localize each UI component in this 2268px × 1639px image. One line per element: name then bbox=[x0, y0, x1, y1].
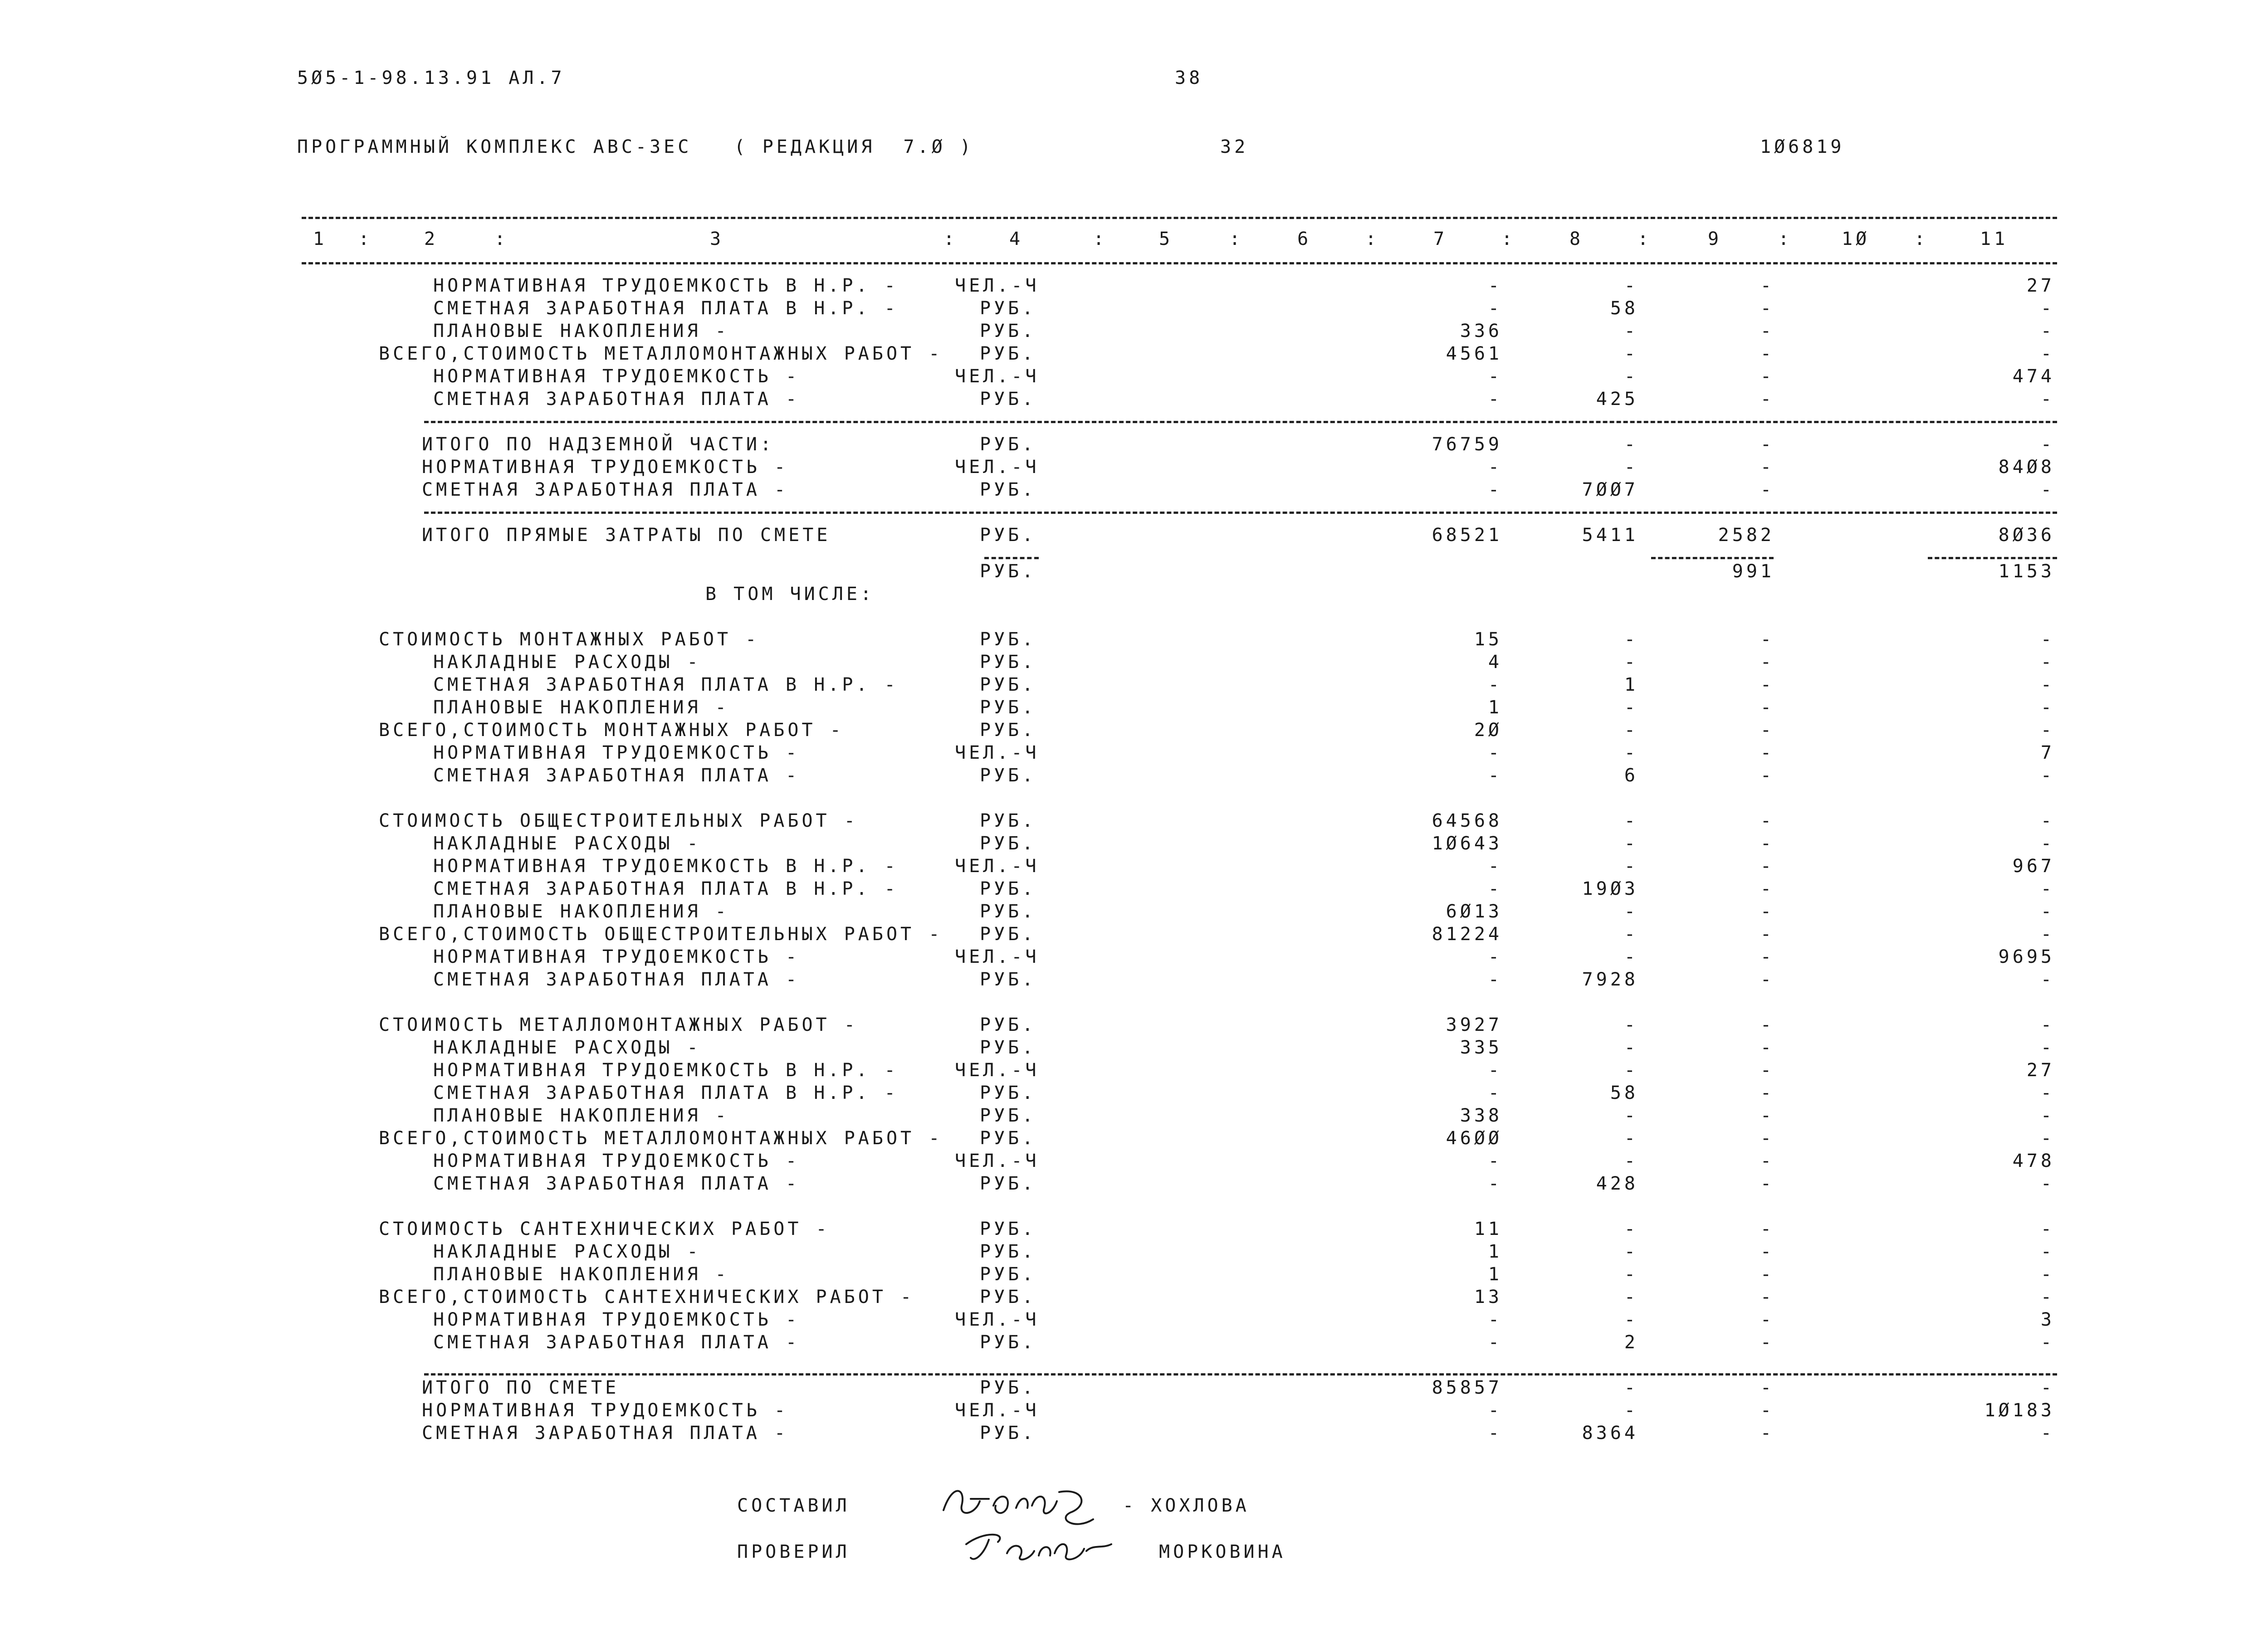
cell-col-11: - bbox=[2040, 969, 2055, 990]
cell-col-11: - bbox=[2040, 1287, 2055, 1307]
cell-col-9: - bbox=[1760, 1377, 1774, 1398]
row-label: НАКЛАДНЫЕ РАСХОДЫ - bbox=[433, 652, 701, 673]
row-unit: РУБ. bbox=[980, 924, 1036, 945]
cell-col-8: - bbox=[1624, 629, 1638, 650]
row-unit: ЧЕЛ.-Ч bbox=[955, 366, 1040, 387]
checked-label: ПРОВЕРИЛ bbox=[737, 1541, 850, 1562]
row-unit: ЧЕЛ.-Ч bbox=[955, 742, 1040, 763]
document-code: 5Ø5-1-98.13.91 АЛ.7 bbox=[297, 68, 565, 88]
row-label: СТОИМОСТЬ САНТЕХНИЧЕСКИХ РАБОТ - bbox=[379, 1219, 830, 1239]
cell-col-8: - bbox=[1624, 1377, 1638, 1398]
col-10: 1Ø bbox=[1842, 229, 1870, 249]
cell-col-11: - bbox=[2040, 1037, 2055, 1058]
cell-col-7: - bbox=[1488, 946, 1502, 967]
section-rule bbox=[424, 1373, 2057, 1376]
row-label: СМЕТНАЯ ЗАРАБОТНАЯ ПЛАТА - bbox=[433, 389, 800, 410]
cell-col-8: - bbox=[1624, 1219, 1638, 1239]
row-unit: РУБ. bbox=[980, 1332, 1036, 1353]
row-label: СМЕТНАЯ ЗАРАБОТНАЯ ПЛАТА - bbox=[433, 1332, 800, 1353]
row-unit: ЧЕЛ.-Ч bbox=[955, 1309, 1040, 1330]
row-label: ВСЕГО,СТОИМОСТЬ МЕТАЛЛОМОНТАЖНЫХ РАБОТ - bbox=[379, 343, 943, 364]
cell-col-11: - bbox=[2040, 674, 2055, 695]
cell-col-8: - bbox=[1624, 1309, 1638, 1330]
cell-col-7: 1 bbox=[1488, 697, 1502, 718]
row-label: ПЛАНОВЫЕ НАКОПЛЕНИЯ - bbox=[433, 321, 729, 341]
row-unit: ЧЕЛ.-Ч bbox=[955, 1400, 1040, 1421]
cell-col-11: 8Ø36 bbox=[1998, 525, 2055, 546]
cell-col-8: - bbox=[1624, 1400, 1638, 1421]
col-6: 6 bbox=[1297, 229, 1312, 249]
cell-col-11: - bbox=[2040, 720, 2055, 741]
row-unit: ЧЕЛ.-Ч bbox=[955, 457, 1040, 478]
row-unit: РУБ. bbox=[980, 969, 1036, 990]
cell-col-7: - bbox=[1488, 1083, 1502, 1103]
row-unit: РУБ. bbox=[980, 561, 1036, 582]
row-unit: РУБ. bbox=[980, 1219, 1036, 1239]
cell-col-9: - bbox=[1760, 1128, 1774, 1149]
cell-col-9: - bbox=[1760, 1332, 1774, 1353]
row-unit: РУБ. bbox=[980, 1264, 1036, 1285]
cell-col-7: - bbox=[1488, 674, 1502, 695]
cell-col-7: - bbox=[1488, 856, 1502, 877]
cell-col-9: - bbox=[1760, 457, 1774, 478]
cell-col-7: - bbox=[1488, 1423, 1502, 1444]
cell-col-9: - bbox=[1760, 1173, 1774, 1194]
cell-col-8: 428 bbox=[1596, 1173, 1638, 1194]
cell-col-7: - bbox=[1488, 1173, 1502, 1194]
cell-col-9: - bbox=[1760, 1264, 1774, 1285]
section-rule bbox=[424, 512, 2057, 514]
cell-col-11: - bbox=[2040, 1332, 2055, 1353]
cell-col-9: - bbox=[1760, 901, 1774, 922]
cell-col-8: - bbox=[1624, 901, 1638, 922]
cell-col-11: - bbox=[2040, 1015, 2055, 1035]
row-unit: ЧЕЛ.-Ч bbox=[955, 1151, 1040, 1171]
cell-col-11: - bbox=[2040, 765, 2055, 786]
cell-col-11: 1153 bbox=[1998, 561, 2055, 582]
cell-col-9: - bbox=[1760, 1423, 1774, 1444]
cell-col-7: - bbox=[1488, 275, 1502, 296]
row-unit: РУБ. bbox=[980, 720, 1036, 741]
row-unit: РУБ. bbox=[980, 343, 1036, 364]
cell-col-9: - bbox=[1760, 434, 1774, 455]
section-rule bbox=[424, 421, 2057, 423]
cell-col-8: 8364 bbox=[1582, 1423, 1638, 1444]
row-label: ПЛАНОВЫЕ НАКОПЛЕНИЯ - bbox=[433, 1105, 729, 1126]
cell-col-11: - bbox=[2040, 434, 2055, 455]
row-label: ПЛАНОВЫЕ НАКОПЛЕНИЯ - bbox=[433, 901, 729, 922]
cell-col-11: - bbox=[2040, 697, 2055, 718]
cell-col-9: - bbox=[1760, 1287, 1774, 1307]
row-label: ПЛАНОВЫЕ НАКОПЛЕНИЯ - bbox=[433, 697, 729, 718]
row-label: ВСЕГО,СТОИМОСТЬ САНТЕХНИЧЕСКИХ РАБОТ - bbox=[379, 1287, 915, 1307]
row-label: ИТОГО ПО СМЕТЕ bbox=[422, 1377, 620, 1398]
cell-col-8: 2 bbox=[1624, 1332, 1638, 1353]
row-label: НОРМАТИВНАЯ ТРУДОЕМКОСТЬ - bbox=[422, 457, 789, 478]
col-sep: : bbox=[1501, 229, 1516, 249]
cell-col-9: - bbox=[1760, 697, 1774, 718]
cell-col-8: 58 bbox=[1610, 298, 1638, 319]
cell-col-9: - bbox=[1760, 969, 1774, 990]
row-unit: РУБ. bbox=[980, 1173, 1036, 1194]
cell-col-8: - bbox=[1624, 810, 1638, 831]
cell-col-9: - bbox=[1760, 1015, 1774, 1035]
cell-col-8: - bbox=[1624, 1060, 1638, 1081]
cell-col-7: 64568 bbox=[1432, 810, 1502, 831]
cell-col-8: 7928 bbox=[1582, 969, 1638, 990]
cell-col-7: 68521 bbox=[1432, 525, 1502, 546]
row-label: СМЕТНАЯ ЗАРАБОТНАЯ ПЛАТА В Н.Р. - bbox=[433, 1083, 899, 1103]
cell-col-8: 5411 bbox=[1582, 525, 1638, 546]
cell-col-11: - bbox=[2040, 343, 2055, 364]
row-label: СМЕТНАЯ ЗАРАБОТНАЯ ПЛАТА В Н.Р. - bbox=[433, 878, 899, 899]
row-unit: РУБ. bbox=[980, 321, 1036, 341]
row-label: НАКЛАДНЫЕ РАСХОДЫ - bbox=[433, 1037, 701, 1058]
cell-col-7: 76759 bbox=[1432, 434, 1502, 455]
checked-signature bbox=[957, 1517, 1120, 1576]
cell-col-9: - bbox=[1760, 833, 1774, 854]
cell-col-8: - bbox=[1624, 457, 1638, 478]
col-11: 11 bbox=[1980, 229, 2009, 249]
cell-col-8: 19Ø3 bbox=[1582, 878, 1638, 899]
cell-col-11: 3 bbox=[2040, 1309, 2055, 1330]
cell-col-7: - bbox=[1488, 765, 1502, 786]
row-label: НОРМАТИВНАЯ ТРУДОЕМКОСТЬ - bbox=[433, 1309, 800, 1330]
row-unit: РУБ. bbox=[980, 479, 1036, 500]
row-label: НОРМАТИВНАЯ ТРУДОЕМКОСТЬ В Н.Р. - bbox=[433, 275, 899, 296]
row-unit: РУБ. bbox=[980, 1128, 1036, 1149]
cell-col-8: - bbox=[1624, 1241, 1638, 1262]
cell-col-8: - bbox=[1624, 1128, 1638, 1149]
cell-col-7: - bbox=[1488, 389, 1502, 410]
row-unit: ЧЕЛ.-Ч bbox=[955, 946, 1040, 967]
col-sep: : bbox=[1778, 229, 1793, 249]
row-label: НОРМАТИВНАЯ ТРУДОЕМКОСТЬ - bbox=[433, 742, 800, 763]
cell-col-9: - bbox=[1760, 720, 1774, 741]
cell-col-8: - bbox=[1624, 856, 1638, 877]
row-unit: ЧЕЛ.-Ч bbox=[955, 856, 1040, 877]
col-sep: : bbox=[358, 229, 373, 249]
row-unit: РУБ. bbox=[980, 1423, 1036, 1444]
top-rule bbox=[302, 217, 2057, 219]
cell-col-7: - bbox=[1488, 479, 1502, 500]
row-unit: РУБ. bbox=[980, 1105, 1036, 1126]
cell-col-11: - bbox=[2040, 810, 2055, 831]
cell-col-9: - bbox=[1760, 856, 1774, 877]
cell-col-9: 991 bbox=[1732, 561, 1774, 582]
cell-col-11: - bbox=[2040, 878, 2055, 899]
col-sep: : bbox=[1637, 229, 1652, 249]
row-label: СМЕТНАЯ ЗАРАБОТНАЯ ПЛАТА В Н.Р. - bbox=[433, 298, 899, 319]
row-label: ВСЕГО,СТОИМОСТЬ МЕТАЛЛОМОНТАЖНЫХ РАБОТ - bbox=[379, 1128, 943, 1149]
row-unit: РУБ. bbox=[980, 652, 1036, 673]
sheet-number: 38 bbox=[1175, 68, 1203, 88]
subtotal-rule-col11 bbox=[1928, 557, 2057, 559]
cell-col-11: - bbox=[2040, 1219, 2055, 1239]
cell-col-8: - bbox=[1624, 343, 1638, 364]
cell-col-11: - bbox=[2040, 1264, 2055, 1285]
cell-col-8: - bbox=[1624, 321, 1638, 341]
cell-col-9: - bbox=[1760, 366, 1774, 387]
row-label: СМЕТНАЯ ЗАРАБОТНАЯ ПЛАТА В Н.Р. - bbox=[433, 674, 899, 695]
cell-col-7: - bbox=[1488, 742, 1502, 763]
row-unit: РУБ. bbox=[980, 525, 1036, 546]
cell-col-9: - bbox=[1760, 389, 1774, 410]
cell-col-11: - bbox=[2040, 298, 2055, 319]
cell-col-7: 46ØØ bbox=[1446, 1128, 1502, 1149]
row-label: НОРМАТИВНАЯ ТРУДОЕМКОСТЬ - bbox=[422, 1400, 789, 1421]
cell-col-7: - bbox=[1488, 969, 1502, 990]
cell-col-7: - bbox=[1488, 298, 1502, 319]
col-7: 7 bbox=[1433, 229, 1448, 249]
cell-col-8: - bbox=[1624, 652, 1638, 673]
row-label: СМЕТНАЯ ЗАРАБОТНАЯ ПЛАТА - bbox=[422, 479, 789, 500]
report-code: 1Ø6819 bbox=[1760, 137, 1845, 157]
cell-col-9: - bbox=[1760, 275, 1774, 296]
col-sep: : bbox=[1229, 229, 1244, 249]
cell-col-8: - bbox=[1624, 1037, 1638, 1058]
row-label: ВСЕГО,СТОИМОСТЬ МОНТАЖНЫХ РАБОТ - bbox=[379, 720, 844, 741]
cell-col-11: - bbox=[2040, 833, 2055, 854]
cell-col-8: 6 bbox=[1624, 765, 1638, 786]
cell-col-11: 27 bbox=[2026, 1060, 2055, 1081]
cell-col-7: 4 bbox=[1488, 652, 1502, 673]
row-label: НАКЛАДНЫЕ РАСХОДЫ - bbox=[433, 1241, 701, 1262]
col-sep: : bbox=[1093, 229, 1108, 249]
row-label: ПЛАНОВЫЕ НАКОПЛЕНИЯ - bbox=[433, 1264, 729, 1285]
row-unit: РУБ. bbox=[980, 1287, 1036, 1307]
cell-col-9: - bbox=[1760, 1060, 1774, 1081]
row-label: СМЕТНАЯ ЗАРАБОТНАЯ ПЛАТА - bbox=[422, 1423, 789, 1444]
cell-col-9: - bbox=[1760, 765, 1774, 786]
cell-col-9: - bbox=[1760, 343, 1774, 364]
cell-col-11: 27 bbox=[2026, 275, 2055, 296]
cell-col-8: - bbox=[1624, 275, 1638, 296]
row-unit: РУБ. bbox=[980, 1083, 1036, 1103]
cell-col-7: 1Ø643 bbox=[1432, 833, 1502, 854]
col-sep: : bbox=[494, 229, 509, 249]
cell-col-9: - bbox=[1760, 1241, 1774, 1262]
cell-col-11: - bbox=[2040, 1083, 2055, 1103]
col-sep: : bbox=[1914, 229, 1929, 249]
cell-col-8: - bbox=[1624, 946, 1638, 967]
page-number: 32 bbox=[1220, 137, 1249, 157]
cell-col-9: - bbox=[1760, 1219, 1774, 1239]
cell-col-9: - bbox=[1760, 924, 1774, 945]
row-unit: РУБ. bbox=[980, 765, 1036, 786]
row-unit: РУБ. bbox=[980, 1015, 1036, 1035]
cell-col-8: - bbox=[1624, 720, 1638, 741]
cell-col-9: - bbox=[1760, 1400, 1774, 1421]
row-label: В ТОМ ЧИСЛЕ: bbox=[705, 584, 875, 605]
cell-col-8: - bbox=[1624, 1264, 1638, 1285]
cell-col-8: 58 bbox=[1610, 1083, 1638, 1103]
cell-col-11: 7 bbox=[2040, 742, 2055, 763]
col-3: 3 bbox=[710, 229, 724, 249]
cell-col-9: - bbox=[1760, 1309, 1774, 1330]
compiled-label: СОСТАВИЛ bbox=[737, 1495, 850, 1516]
cell-col-7: - bbox=[1488, 878, 1502, 899]
row-label: СТОИМОСТЬ МОНТАЖНЫХ РАБОТ - bbox=[379, 629, 760, 650]
cell-col-8: - bbox=[1624, 833, 1638, 854]
cell-col-11: 84Ø8 bbox=[1998, 457, 2055, 478]
col-5: 5 bbox=[1159, 229, 1173, 249]
cell-col-8: - bbox=[1624, 434, 1638, 455]
subtotal-rule-col9 bbox=[1651, 557, 1774, 559]
row-label: ИТОГО ПО НАДЗЕМНОЙ ЧАСТИ: bbox=[422, 434, 775, 455]
cell-col-7: 11 bbox=[1474, 1219, 1502, 1239]
cell-col-7: 335 bbox=[1460, 1037, 1502, 1058]
col-4: 4 bbox=[1009, 229, 1024, 249]
cell-col-9: - bbox=[1760, 652, 1774, 673]
cell-col-11: - bbox=[2040, 389, 2055, 410]
cell-col-11: 474 bbox=[2012, 366, 2055, 387]
cell-col-7: 338 bbox=[1460, 1105, 1502, 1126]
cell-col-7: 2Ø bbox=[1474, 720, 1502, 741]
row-unit: РУБ. bbox=[980, 1241, 1036, 1262]
cell-col-8: 1 bbox=[1624, 674, 1638, 695]
cell-col-7: 1 bbox=[1488, 1241, 1502, 1262]
cell-col-7: 1 bbox=[1488, 1264, 1502, 1285]
row-label: ИТОГО ПРЯМЫЕ ЗАТРАТЫ ПО СМЕТЕ bbox=[422, 525, 831, 546]
cell-col-9: - bbox=[1760, 674, 1774, 695]
cell-col-7: 3927 bbox=[1446, 1015, 1502, 1035]
col-1: 1 bbox=[313, 229, 327, 249]
row-unit: ЧЕЛ.-Ч bbox=[955, 275, 1040, 296]
cell-col-9: - bbox=[1760, 1083, 1774, 1103]
cell-col-7: 4561 bbox=[1446, 343, 1502, 364]
row-unit: РУБ. bbox=[980, 1037, 1036, 1058]
row-unit: РУБ. bbox=[980, 1377, 1036, 1398]
cell-col-7: - bbox=[1488, 457, 1502, 478]
row-unit: РУБ. bbox=[980, 298, 1036, 319]
cell-col-9: - bbox=[1760, 298, 1774, 319]
row-unit: РУБ. bbox=[980, 629, 1036, 650]
cell-col-7: - bbox=[1488, 1309, 1502, 1330]
cell-col-9: - bbox=[1760, 1151, 1774, 1171]
cell-col-7: - bbox=[1488, 1151, 1502, 1171]
cell-col-11: - bbox=[2040, 1377, 2055, 1398]
row-unit: РУБ. bbox=[980, 878, 1036, 899]
row-unit: РУБ. bbox=[980, 901, 1036, 922]
cell-col-11: - bbox=[2040, 1105, 2055, 1126]
row-label: ВСЕГО,СТОИМОСТЬ ОБЩЕСТРОИТЕЛЬНЫХ РАБОТ - bbox=[379, 924, 943, 945]
cell-col-9: - bbox=[1760, 629, 1774, 650]
row-label: НОРМАТИВНАЯ ТРУДОЕМКОСТЬ В Н.Р. - bbox=[433, 1060, 899, 1081]
col-sep: : bbox=[943, 229, 958, 249]
cell-col-8: - bbox=[1624, 1287, 1638, 1307]
cell-col-11: - bbox=[2040, 321, 2055, 341]
row-unit: РУБ. bbox=[980, 674, 1036, 695]
row-label: СМЕТНАЯ ЗАРАБОТНАЯ ПЛАТА - bbox=[433, 969, 800, 990]
row-unit: ЧЕЛ.-Ч bbox=[955, 1060, 1040, 1081]
cell-col-9: - bbox=[1760, 479, 1774, 500]
cell-col-7: - bbox=[1488, 1060, 1502, 1081]
row-label: НОРМАТИВНАЯ ТРУДОЕМКОСТЬ В Н.Р. - bbox=[433, 856, 899, 877]
cell-col-9: - bbox=[1760, 1105, 1774, 1126]
cell-col-8: - bbox=[1624, 697, 1638, 718]
cell-col-8: - bbox=[1624, 742, 1638, 763]
cell-col-9: - bbox=[1760, 878, 1774, 899]
cell-col-9: 2582 bbox=[1718, 525, 1774, 546]
cell-col-7: 85857 bbox=[1432, 1377, 1502, 1398]
cell-col-7: - bbox=[1488, 366, 1502, 387]
cell-col-11: - bbox=[2040, 901, 2055, 922]
header-rule bbox=[302, 262, 2057, 264]
cell-col-7: 336 bbox=[1460, 321, 1502, 341]
cell-col-11: 1Ø183 bbox=[1984, 1400, 2055, 1421]
row-label: НОРМАТИВНАЯ ТРУДОЕМКОСТЬ - bbox=[433, 366, 800, 387]
row-label: НОРМАТИВНАЯ ТРУДОЕМКОСТЬ - bbox=[433, 946, 800, 967]
cell-col-7: 15 bbox=[1474, 629, 1502, 650]
checked-name: МОРКОВИНА bbox=[1159, 1541, 1286, 1562]
col-2: 2 bbox=[424, 229, 439, 249]
cell-col-9: - bbox=[1760, 1037, 1774, 1058]
row-label: СТОИМОСТЬ ОБЩЕСТРОИТЕЛЬНЫХ РАБОТ - bbox=[379, 810, 858, 831]
cell-col-8: - bbox=[1624, 366, 1638, 387]
cell-col-9: - bbox=[1760, 321, 1774, 341]
cell-col-8: 7ØØ7 bbox=[1582, 479, 1638, 500]
cell-col-11: - bbox=[2040, 479, 2055, 500]
cell-col-8: - bbox=[1624, 1151, 1638, 1171]
cell-col-11: - bbox=[2040, 629, 2055, 650]
row-unit: РУБ. bbox=[980, 434, 1036, 455]
cell-col-8: - bbox=[1624, 1105, 1638, 1126]
row-unit: РУБ. bbox=[980, 389, 1036, 410]
cell-col-7: 81224 bbox=[1432, 924, 1502, 945]
row-label: СМЕТНАЯ ЗАРАБОТНАЯ ПЛАТА - bbox=[433, 1173, 800, 1194]
cell-col-7: - bbox=[1488, 1400, 1502, 1421]
cell-col-7: - bbox=[1488, 1332, 1502, 1353]
cell-col-11: - bbox=[2040, 1128, 2055, 1149]
col-9: 9 bbox=[1708, 229, 1722, 249]
program-title: ПРОГРАММНЫЙ КОМПЛЕКС АВС-ЗЕС ( РЕДАКЦИЯ 7.Ø ) bbox=[297, 137, 974, 157]
col-8: 8 bbox=[1569, 229, 1584, 249]
cell-col-11: 9695 bbox=[1998, 946, 2055, 967]
cell-col-11: - bbox=[2040, 652, 2055, 673]
row-label: НАКЛАДНЫЕ РАСХОДЫ - bbox=[433, 833, 701, 854]
row-unit: РУБ. bbox=[980, 810, 1036, 831]
cell-col-11: 478 bbox=[2012, 1151, 2055, 1171]
cell-col-11: 967 bbox=[2012, 856, 2055, 877]
cell-col-7: 13 bbox=[1474, 1287, 1502, 1307]
cell-col-11: - bbox=[2040, 924, 2055, 945]
cell-col-7: 6Ø13 bbox=[1446, 901, 1502, 922]
row-unit: РУБ. bbox=[980, 697, 1036, 718]
cell-col-8: 425 bbox=[1596, 389, 1638, 410]
row-label: НОРМАТИВНАЯ ТРУДОЕМКОСТЬ - bbox=[433, 1151, 800, 1171]
row-label: СТОИМОСТЬ МЕТАЛЛОМОНТАЖНЫХ РАБОТ - bbox=[379, 1015, 858, 1035]
row-label: СМЕТНАЯ ЗАРАБОТНАЯ ПЛАТА - bbox=[433, 765, 800, 786]
cell-col-11: - bbox=[2040, 1173, 2055, 1194]
subtotal-rule-col4 bbox=[984, 557, 1039, 559]
cell-col-11: - bbox=[2040, 1241, 2055, 1262]
cell-col-11: - bbox=[2040, 1423, 2055, 1444]
compiled-name: - ХОХЛОВА bbox=[1123, 1495, 1250, 1516]
cell-col-9: - bbox=[1760, 946, 1774, 967]
cell-col-8: - bbox=[1624, 1015, 1638, 1035]
cell-col-9: - bbox=[1760, 742, 1774, 763]
cell-col-8: - bbox=[1624, 924, 1638, 945]
row-unit: РУБ. bbox=[980, 833, 1036, 854]
cell-col-9: - bbox=[1760, 810, 1774, 831]
col-sep: : bbox=[1365, 229, 1380, 249]
